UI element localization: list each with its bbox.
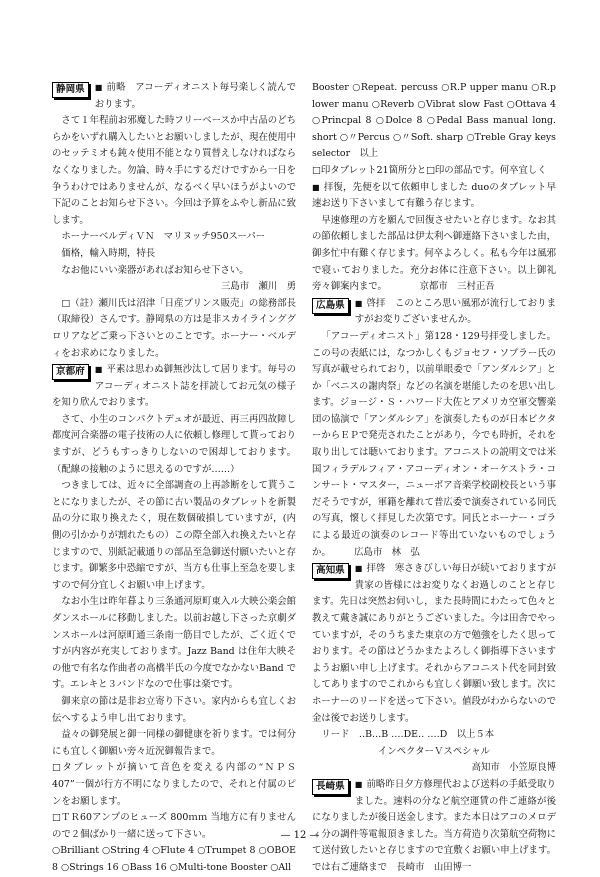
prefecture-label: 長崎県 [312, 779, 349, 795]
square-bullet-icon: ■ [354, 298, 363, 308]
paragraph: 早速修理の方を願んで回復させたいと存じます。なお其の節依頼しました部品は伊太利へ御連絡下さいました由，御多忙中有難く存じます。何卒よろしく。私も今年は風邪で寝ぃておりました。充分お体に注意下さい。以上御礼旁々御案内まで。 京都市 三村正吾 [312, 214, 556, 293]
letter-text: 平素は思わぬ御無沙汰して居ります。毎号のアコーディオニスト誌を拝読してお元気の様子を知り欣んでおります。 [52, 364, 296, 409]
letter-entry [52, 80, 296, 113]
letter-entry [312, 180, 556, 213]
letter-entry [312, 296, 556, 329]
right-column [312, 80, 556, 877]
paragraph: ホーナーベルディＶＮ マリヌッチ950スーパー [61, 231, 266, 243]
paragraph: 価格，輸入時期，特長 [61, 247, 156, 259]
paragraph: さて、小生のコンパクトデュオが最近、再三再四故障し都度河合楽器の電子技術の人に依頼し修理して貰っておりますが、どうもすっきりしないので困却しております。（配線の接触のように思えるのですが……） [52, 413, 296, 475]
paragraph: 益々の御発展と御一同様の御健康を祈ります。では何分にも宜しく御願い旁々近況御報告まで。 [52, 729, 296, 757]
paragraph: □（註）瀬川氏は沼津「日産プリンス販売」の総務部長（取締役）さんです。静岡県の方は是非スカイラインググロリアなどご乗っ下さいとのことです。ホーナー・ベルディをお求めになりました。 [52, 297, 296, 359]
square-bullet-icon: ■ [94, 365, 103, 375]
paragraph: インペクターＶスペシャル [377, 745, 491, 757]
letter-entry [312, 561, 556, 727]
square-bullet-icon: ■ [94, 83, 103, 92]
prefecture-label: 高知県 [312, 563, 349, 579]
square-bullet-icon: ■ [312, 182, 320, 192]
letter-entry [312, 777, 556, 877]
paragraph: □タブレットが摘いて音色を変える内部の“ＮＰＳ 407”一個が行方不明になりましたので、それと付属のピンをお願します。 [52, 762, 296, 807]
signature-line: 三島市 瀬川 勇 [220, 281, 296, 293]
paragraph: Booster ○Repeat. percuss ○R.P upper manu ○R.p lower manu ○Reverb ○Vibrat slow Fast ○Ottava 4 ○Princpal 8 ○Dolce 8 ○Pedal Bass manual long. short ○〃Percus ○〃Soft. sharp ○Treble Gray keys selector 以上 [312, 82, 556, 160]
square-bullet-icon: ■ [354, 779, 363, 789]
letter-text: 拝復，先便を以て依頼申しました duoのタブレット早速お送り下さいまして有難う存じます。 [312, 181, 556, 210]
prefecture-label: 静岡県 [52, 82, 89, 98]
left-column [52, 80, 296, 877]
letter-entry [52, 362, 296, 412]
letter-text: 前略昨日夕方修理代および送料の手紙受取りました。速料の分など航空運賃の件ご連絡が後になりましたが後日送金します。また本日はアコのメロディ分の調件等電報頂きました。当方荷造り次第航空荷物にて送付致したいと存じますので宜敷くお願い申上げます。では右ご連絡まで 長崎市 山田博一 [312, 778, 556, 873]
paragraph: さて１年程前お邪魔した時フリーベースか中古品のどちらかをいずれ購入したいとお願いしましたが、現在使用中のセッテミオも鈍々使用不能となり買替えしなければならなくなりました。勿論、時々手にするだけですから一日を争うわけではありませんが、なるべく早いほうがよいので下記のことお知らせ下さい。今回は予算をふやし新品に致します。 [52, 115, 296, 226]
paragraph: 御来京の節は是非お立寄り下さい。家内からも宜しくお伝へするよう申し出ております。 [52, 695, 296, 724]
paragraph: なお小生は昨年暮より三条通河原町東入ル大映公楽会館ダンスホールに移動しました。以前お越し下さった京劇ダンスホールは河原町通三条南一筋目でしたが、ごく近くですが内容が充実しております。Jazz Band は住年大映その他で有名な作曲者の高橋半氏の今度でなかないBand です。エレキと３バンドなので仕事は楽です。 [52, 596, 296, 691]
letter-text: 啓拝 このところ思い風邪が流行しておりますがお変りございませんか。 [354, 297, 556, 326]
square-bullet-icon: ■ [354, 564, 363, 574]
prefecture-label: 京都府 [52, 364, 89, 380]
letter-text: 拝啓 寒さきびしい毎日が続いておりますが貴家の皆様にはお変りなくお過しのことと存じます。先日は突然お伺いし，また長時間にわたって色々と教えて戴き誠にありがとうございました。今は田舎でやっていますが，そのうちまた東京の方で勉強をしたく思っております。その節はどうかまたよろしく御指導下さいますようお願い申し上げます。それからアコニスト代を同封致してありますのでこれからも宜しく御願い致します。次にホーナーのリードを送って下さい。値段がわからないので金は後でお送りします。 [312, 563, 556, 724]
paragraph: なお他にいい楽器があればお知らせ下さい。 [61, 264, 249, 276]
paragraph: つきましては、近々に全部調査の上再診断をして貰うことになりましたが、その節に古い製品のタブレットを新製品の分に取り換えたく，現在数個破損していますが，(内側の引かかりが割れたもの）この際全部入れ換えたいと存じますので、別紙記載通りの部品至急御送付願いたいと存じます。御繁多中恐縮ですが、当方も仕事上至急を要しますので何分宜しくお願い申上げます。 [52, 480, 296, 591]
paragraph: ○Brilliant ○String 4 ○Flute 4 ○Trumpet 8 ○OBOE 8 ○Strings 16 ○Bass 16 ○Multi-tone Booster ○All [52, 845, 296, 873]
paragraph: 「アコーディオニスト」第128・129号拝受しました。この号の表紙には，なつかしくもジョセフ・ソプラー氏の写真が載せられており，以前単眼委で「アンダルシア」とか「ベニスの謝肉祭」などの名演を堪能したのを思い出します。ジョージ・Ｓ・ハワード大佐とアメリカ空軍交響楽団の協演で「アンダルシア」を演奏したものが日本ビクターからＥＰで発売されたことがあり，今でも時折，それを取り出しては聴いております。アコニストの説明文では米国フィラデルフィア・アコーディオン・オーケストラ・コンサート・マスター，ニューボア音楽学校副校長という事だそうですが，軍籍を離れて普広委で演奏されている同氏の写真，懐しく拝見した次第です。同氏とホーナー・ゴラによる最近の演奏のレコード等出ていないものでしょうか。 広島市 林 弘 [312, 330, 556, 558]
paragraph: □ＴＲ60アンプのヒューズ 800ｍｍ 当地方に有りませんので２個ばかり一緒に送って下さい。 [52, 812, 296, 840]
paragraph: リード ‥B.‥B ‥‥DE‥ ‥‥D 以上５本 [321, 729, 495, 741]
paragraph: □印タブレット21箇所分と□印の部品です。何卒宜しく [312, 164, 547, 176]
prefecture-label: 広島県 [312, 298, 349, 314]
signature-line: 高知市 小笠原良博 [471, 762, 556, 774]
letter-text: 前略 アコーディオニスト毎号楽しく読んでおります。 [94, 82, 296, 110]
page-number: — 12 — [280, 830, 320, 841]
